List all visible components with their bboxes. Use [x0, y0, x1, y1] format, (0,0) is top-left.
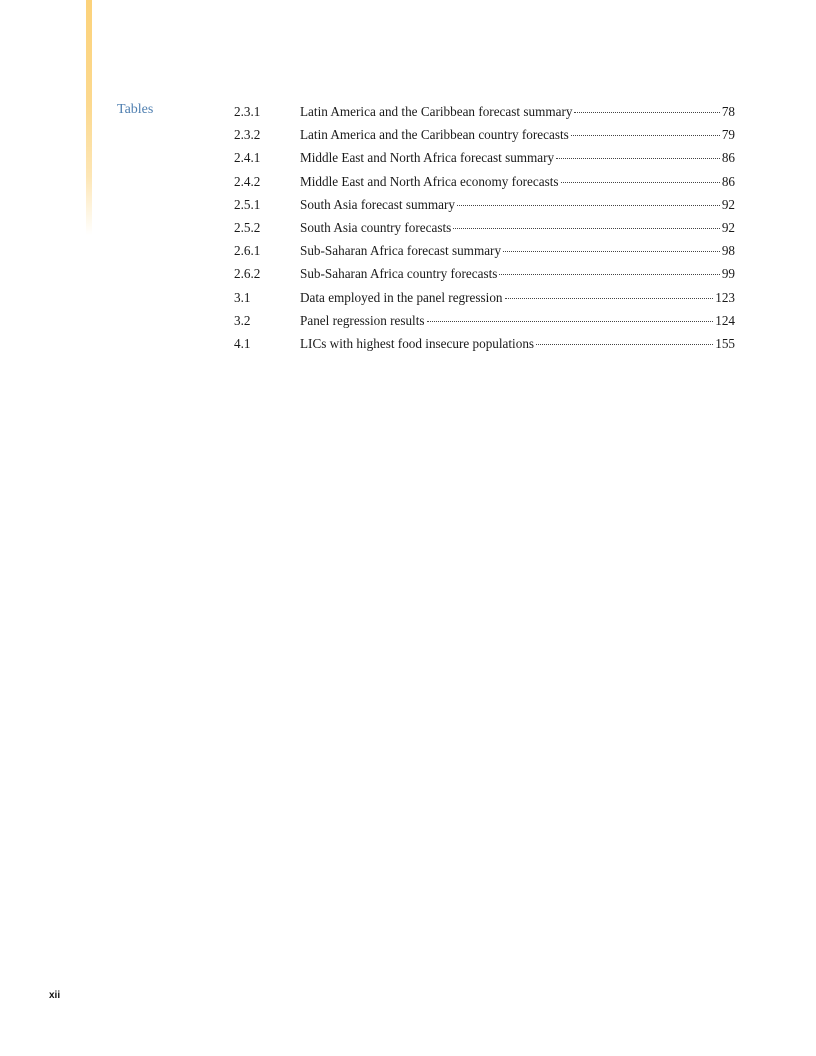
toc-entry-page: 92 — [721, 196, 735, 212]
toc-entry[interactable] — [234, 335, 735, 358]
toc-entry-page: 79 — [721, 127, 735, 143]
toc-entry-page: 99 — [721, 266, 735, 282]
toc-entry[interactable] — [234, 173, 735, 196]
toc-entry[interactable] — [234, 196, 735, 219]
dot-leader — [561, 182, 720, 183]
toc-entry-page: 92 — [721, 219, 735, 235]
toc-entry-page: 98 — [721, 243, 735, 259]
toc-entry-title: LICs with highest food insecure populations — [300, 335, 535, 351]
toc-entry[interactable] — [234, 265, 735, 288]
dot-leader — [499, 274, 719, 275]
toc-entry-number: 2.3.2 — [234, 127, 261, 143]
toc-entry-title: Data employed in the panel regression — [300, 289, 503, 305]
section-label: Tables — [117, 102, 154, 117]
dot-leader — [536, 344, 713, 345]
page-number: xii — [49, 990, 61, 1001]
table-list — [234, 103, 735, 358]
toc-entry[interactable] — [234, 242, 735, 265]
toc-entry-page: 124 — [715, 312, 735, 328]
toc-entry-page: 78 — [721, 104, 735, 119]
dot-leader — [457, 205, 720, 206]
toc-entry-number: 4.1 — [234, 335, 251, 351]
toc-entry-title: Panel regression results — [300, 312, 425, 328]
toc-entry-title: Middle East and North Africa economy forecasts — [300, 173, 559, 189]
toc-entry-title: South Asia country forecasts — [300, 219, 452, 235]
toc-entry[interactable] — [234, 149, 735, 172]
dot-leader — [505, 298, 714, 299]
toc-entry-number: 3.1 — [234, 289, 251, 305]
accent-bar — [86, 0, 92, 235]
toc-entry-number: 3.2 — [234, 312, 251, 328]
toc-entry-title: Sub-Saharan Africa country forecasts — [300, 266, 498, 282]
dot-leader — [556, 158, 720, 159]
toc-entry[interactable] — [234, 312, 735, 335]
toc-entry-number: 2.4.1 — [234, 150, 261, 166]
toc-entry-page: 86 — [721, 173, 735, 189]
dot-leader — [574, 112, 719, 113]
toc-entry-title: Sub-Saharan Africa forecast summary — [300, 243, 502, 259]
toc-entry-number: 2.4.2 — [234, 173, 261, 189]
toc-entry-number: 2.5.2 — [234, 219, 261, 235]
toc-entry[interactable] — [234, 126, 735, 149]
dot-leader — [453, 228, 720, 229]
toc-entry-number: 2.3.1 — [234, 104, 261, 119]
toc-entry-title: Latin America and the Caribbean country forecasts — [300, 127, 569, 143]
toc-entry-number: 2.6.1 — [234, 243, 261, 259]
toc-entry[interactable] — [234, 219, 735, 242]
toc-entry[interactable] — [234, 103, 735, 126]
toc-entry-title: Latin America and the Caribbean forecast summary — [300, 104, 573, 119]
toc-entry-number: 2.6.2 — [234, 266, 261, 282]
toc-entry-number: 2.5.1 — [234, 196, 261, 212]
dot-leader — [571, 135, 720, 136]
dot-leader — [427, 321, 714, 322]
toc-entry[interactable] — [234, 289, 735, 312]
toc-entry-title: South Asia forecast summary — [300, 196, 455, 212]
dot-leader — [503, 251, 720, 252]
toc-entry-page: 123 — [715, 289, 735, 305]
toc-entry-page: 155 — [715, 335, 735, 351]
toc-entry-page: 86 — [721, 150, 735, 166]
toc-entry-title: Middle East and North Africa forecast summary — [300, 150, 555, 166]
